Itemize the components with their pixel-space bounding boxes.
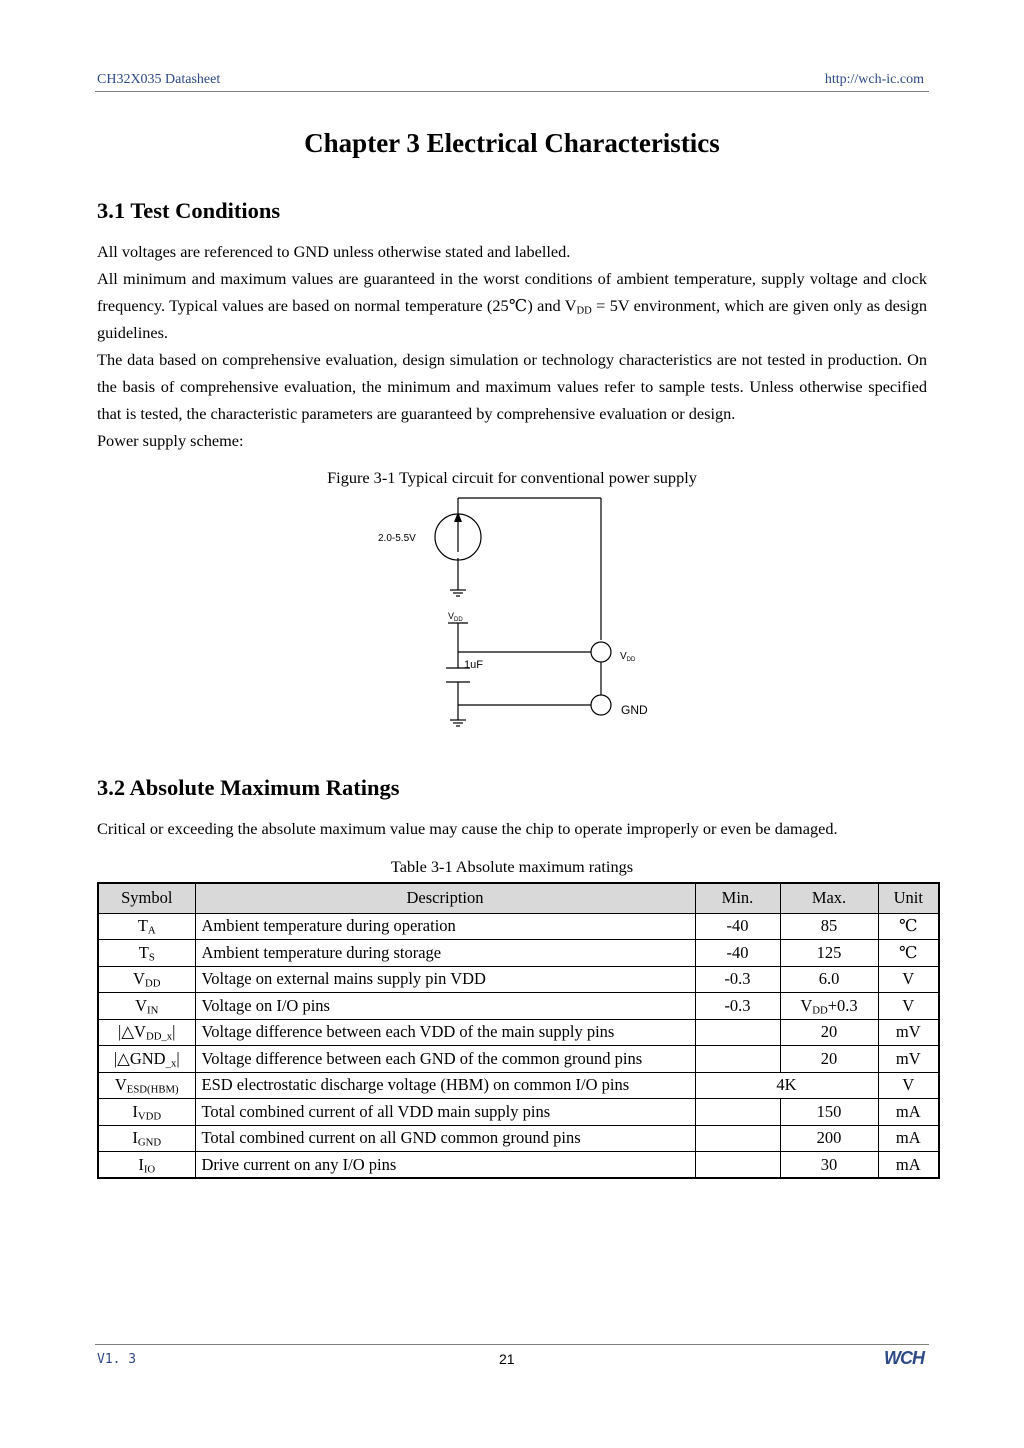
section-3-2-title: 3.2 Absolute Maximum Ratings bbox=[97, 775, 400, 800]
table-row bbox=[98, 1072, 939, 1099]
cell-unit: ℃ bbox=[878, 940, 939, 967]
test-conditions-p2: All minimum and maximum values are guaranteed in the worst conditions of ambient temperature, supply voltage and clock frequency. Typical values are based on normal temperature (25℃) and $V_{DD} = 5V$ environment, which are given only as design guidelines. bbox=[97, 269, 927, 342]
vdd-pin-pad bbox=[591, 642, 611, 662]
cell-min bbox=[695, 1019, 780, 1046]
amr-intro: Critical or exceeding the absolute maximum value may cause the chip to operate improperly or even be damaged. bbox=[97, 819, 838, 838]
cell-min bbox=[695, 1152, 780, 1179]
cell-symbol: $V_{IN}$ bbox=[98, 993, 195, 1020]
footer-logo: WCH bbox=[884, 1348, 924, 1368]
cell-max: 125 bbox=[780, 940, 878, 967]
cell-symbol: $I_{GND}$ bbox=[98, 1125, 195, 1152]
table-row bbox=[98, 966, 939, 993]
cell-min: -40 bbox=[695, 940, 780, 967]
cell-min bbox=[695, 1099, 780, 1126]
section-3-2-body bbox=[97, 815, 927, 842]
cell-min: -0.3 bbox=[695, 966, 780, 993]
cell-symbol: $|\triangle GND_{\_x}|$ bbox=[98, 1046, 195, 1073]
cell-max: 200 bbox=[780, 1125, 878, 1152]
gnd-pin-pad bbox=[591, 695, 611, 715]
absolute-maximum-ratings-table bbox=[97, 882, 940, 1179]
cell-symbol: $I_{VDD}$ bbox=[98, 1099, 195, 1126]
col-header-symbol: Symbol bbox=[98, 883, 195, 913]
cell-description: Voltage on I/O pins bbox=[195, 993, 695, 1020]
pin-gnd-label: GND bbox=[621, 703, 648, 717]
table-caption: Table 3-1 Absolute maximum ratings bbox=[390, 857, 634, 876]
test-conditions-p1: All voltages are referenced to GND unless otherwise stated and labelled. bbox=[97, 242, 571, 261]
table-row bbox=[98, 913, 939, 940]
cell-unit: mA bbox=[878, 1125, 939, 1152]
cell-unit: V bbox=[878, 993, 939, 1020]
cell-unit: V bbox=[878, 966, 939, 993]
cell-unit: mV bbox=[878, 1019, 939, 1046]
cell-symbol: $V_{DD}$ bbox=[98, 966, 195, 993]
cell-description: Voltage difference between each GND of the common ground pins bbox=[195, 1046, 695, 1073]
cell-max: $V_{DD}+0.3$ bbox=[780, 993, 878, 1020]
cell-max: 20 bbox=[780, 1019, 878, 1046]
cell-max: 6.0 bbox=[780, 966, 878, 993]
cell-unit: V bbox=[878, 1072, 939, 1099]
header-url-link[interactable]: http://wch-ic.com bbox=[824, 72, 924, 87]
table-row bbox=[98, 993, 939, 1020]
power-supply-circuit-diagram bbox=[360, 490, 690, 740]
cell-max: 30 bbox=[780, 1152, 878, 1179]
cell-unit: mA bbox=[878, 1099, 939, 1126]
table-row bbox=[98, 1099, 939, 1126]
table-row bbox=[98, 1019, 939, 1046]
cell-min: -40 bbox=[695, 913, 780, 940]
vdd-net-label: $V_{DD}$ bbox=[448, 611, 463, 623]
cell-max: 150 bbox=[780, 1099, 878, 1126]
cell-description: Voltage difference between each VDD of the main supply pins bbox=[195, 1019, 695, 1046]
cell-min bbox=[695, 1046, 780, 1073]
section-3-1-title: 3.1 Test Conditions bbox=[97, 198, 281, 223]
pin-vdd-label: $V_{DD}$ bbox=[620, 651, 636, 663]
col-header-description: Description bbox=[195, 883, 695, 913]
capacitor-label: 1uF bbox=[464, 659, 483, 671]
cell-symbol: $|\triangle V_{DD\_x}|$ bbox=[98, 1019, 195, 1046]
section-3-1-body bbox=[97, 238, 927, 454]
table-row bbox=[98, 1125, 939, 1152]
table-row bbox=[98, 1152, 939, 1179]
cell-description: Voltage on external mains supply pin VDD bbox=[195, 966, 695, 993]
cell-symbol: $T_A$ bbox=[98, 913, 195, 940]
cell-symbol: $V_{ESD(HBM)}$ bbox=[98, 1072, 195, 1099]
cell-unit: mA bbox=[878, 1152, 939, 1179]
cell-max: 85 bbox=[780, 913, 878, 940]
cell-description: Drive current on any I/O pins bbox=[195, 1152, 695, 1179]
cell-unit: mV bbox=[878, 1046, 939, 1073]
col-header-max: Max. bbox=[780, 883, 878, 913]
source-arrow-icon bbox=[454, 512, 462, 522]
cell-min-max-merged: 4K bbox=[695, 1072, 878, 1099]
test-conditions-p3: The data based on comprehensive evaluation, design simulation or technology characteristics are not tested in production. On the basis of comprehensive evaluation, the minimum and maximum values refer to sample tests. Unless otherwise specified that is tested, the characteristic parameters are guaranteed by comprehensive evaluation or design. bbox=[97, 350, 927, 423]
cell-description: Total combined current on all GND common ground pins bbox=[195, 1125, 695, 1152]
cell-symbol: $I_{IO}$ bbox=[98, 1152, 195, 1179]
col-header-min: Min. bbox=[695, 883, 780, 913]
cell-symbol: $T_S$ bbox=[98, 940, 195, 967]
footer-page-number: 21 bbox=[499, 1351, 515, 1367]
table-row bbox=[98, 1046, 939, 1073]
table-header-row bbox=[98, 883, 939, 913]
header-doc-title: CH32X035 Datasheet bbox=[97, 72, 221, 87]
figure-caption: Figure 3-1 Typical circuit for conventional power supply bbox=[327, 468, 697, 487]
col-header-unit: Unit bbox=[878, 883, 939, 913]
source-voltage-label: 2.0-5.5V bbox=[378, 533, 416, 544]
cell-min: -0.3 bbox=[695, 993, 780, 1020]
cell-description: ESD electrostatic discharge voltage (HBM) on common I/O pins bbox=[195, 1072, 695, 1099]
cell-min bbox=[695, 1125, 780, 1152]
cell-unit: ℃ bbox=[878, 913, 939, 940]
chapter-title: Chapter 3 Electrical Characteristics bbox=[304, 128, 720, 158]
footer-version: V1. 3 bbox=[97, 1352, 137, 1367]
test-conditions-p4: Power supply scheme: bbox=[97, 431, 244, 450]
footer-rule bbox=[95, 1344, 929, 1345]
cell-max: 20 bbox=[780, 1046, 878, 1073]
cell-description: Ambient temperature during operation bbox=[195, 913, 695, 940]
cell-description: Ambient temperature during storage bbox=[195, 940, 695, 967]
table-row bbox=[98, 940, 939, 967]
header-rule bbox=[95, 91, 929, 92]
cell-description: Total combined current of all VDD main supply pins bbox=[195, 1099, 695, 1126]
